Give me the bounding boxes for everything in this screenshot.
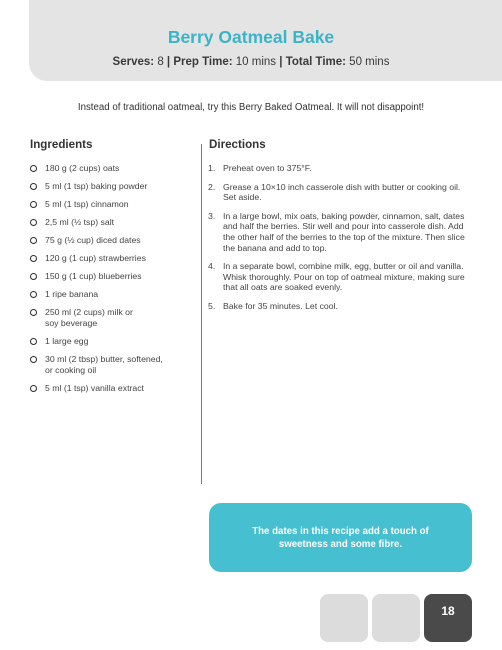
recipe-intro: Instead of traditional oatmeal, try this Berry Baked Oatmeal. It will not disappoint! bbox=[77, 102, 425, 113]
ingredient-item: 2,5 ml (½ tsp) salt bbox=[30, 217, 195, 228]
step-number: 4. bbox=[208, 261, 216, 272]
prep-time-label: Prep Time: bbox=[173, 56, 233, 68]
bullet-icon bbox=[30, 219, 37, 226]
ingredient-item: 1 ripe banana bbox=[30, 289, 195, 300]
recipe-title: Berry Oatmeal Bake bbox=[167, 27, 335, 47]
ingredient-item: 180 g (2 cups) oats bbox=[30, 163, 195, 174]
directions-list bbox=[208, 163, 466, 320]
direction-step: 3. In a large bowl, mix oats, baking powder, cinnamon, salt, dates and half the berries. Stir well and pour into casserole dish. Add the other half of the berries to the top of the mixture. Then slice the banana and add to top. bbox=[208, 210, 465, 253]
bullet-icon bbox=[30, 165, 37, 172]
recipe-meta bbox=[0, 56, 502, 68]
directions-heading: Directions bbox=[209, 138, 266, 151]
bullet-icon bbox=[30, 356, 37, 363]
step-number: 1. bbox=[208, 163, 216, 173]
page-number: 18 bbox=[424, 594, 472, 642]
bullet-icon bbox=[30, 338, 37, 345]
bullet-icon bbox=[30, 183, 37, 190]
bullet-icon bbox=[30, 385, 37, 392]
serves-label: Serves: bbox=[112, 56, 155, 68]
ingredient-item: 250 ml (2 cups) milk or soy beverage bbox=[30, 307, 195, 329]
ingredient-item: 75 g (½ cup) diced dates bbox=[30, 235, 195, 246]
tip-text: The dates in this recipe add a touch of sweetness and some fibre. bbox=[252, 525, 429, 550]
direction-step: 1. Preheat oven to 375°F. bbox=[208, 163, 312, 173]
step-number: 3. bbox=[208, 210, 216, 221]
direction-step: 2. Grease a 10×10 inch casserole dish with butter or cooking oil. Set aside. bbox=[208, 181, 461, 203]
tip-callout bbox=[209, 503, 472, 572]
ingredient-item: 1 large egg bbox=[30, 336, 195, 347]
ingredients-list bbox=[30, 163, 195, 401]
decor-square bbox=[372, 594, 420, 642]
bullet-icon bbox=[30, 273, 37, 280]
total-time-value: 50 mins bbox=[349, 56, 390, 68]
decor-square bbox=[320, 594, 368, 642]
ingredient-item: 5 ml (1 tsp) cinnamon bbox=[30, 199, 195, 210]
prep-time-value: 10 mins bbox=[235, 56, 277, 68]
bullet-icon bbox=[30, 201, 37, 208]
meta-separator: | bbox=[279, 56, 283, 68]
ingredient-item: 120 g (1 cup) strawberries bbox=[30, 253, 195, 264]
total-time-label: Total Time: bbox=[285, 56, 346, 68]
step-number: 2. bbox=[208, 181, 216, 192]
ingredient-item: 150 g (1 cup) blueberries bbox=[30, 271, 195, 282]
bullet-icon bbox=[30, 237, 37, 244]
step-number: 5. bbox=[208, 300, 216, 311]
ingredients-heading: Ingredients bbox=[30, 138, 93, 151]
bullet-icon bbox=[30, 291, 37, 298]
direction-step: 5. Bake for 35 minutes. Let cool. bbox=[208, 300, 338, 311]
ingredient-item: 5 ml (1 tsp) vanilla extract bbox=[30, 383, 195, 394]
meta-separator: | bbox=[166, 56, 171, 68]
ingredient-item: 30 ml (2 tbsp) butter, softened, or cooking oil bbox=[30, 354, 195, 376]
ingredient-item: 5 ml (1 tsp) baking powder bbox=[30, 181, 195, 192]
serves-value: 8 bbox=[157, 56, 164, 68]
bullet-icon bbox=[30, 309, 37, 316]
bullet-icon bbox=[30, 255, 37, 262]
direction-step: 4. In a separate bowl, combine milk, egg, butter or oil and vanilla. Whisk thoroughly. Pour on top of oatmeal mixture, making sure that all oats are soaked evenly. bbox=[208, 261, 465, 293]
column-divider bbox=[201, 144, 202, 484]
